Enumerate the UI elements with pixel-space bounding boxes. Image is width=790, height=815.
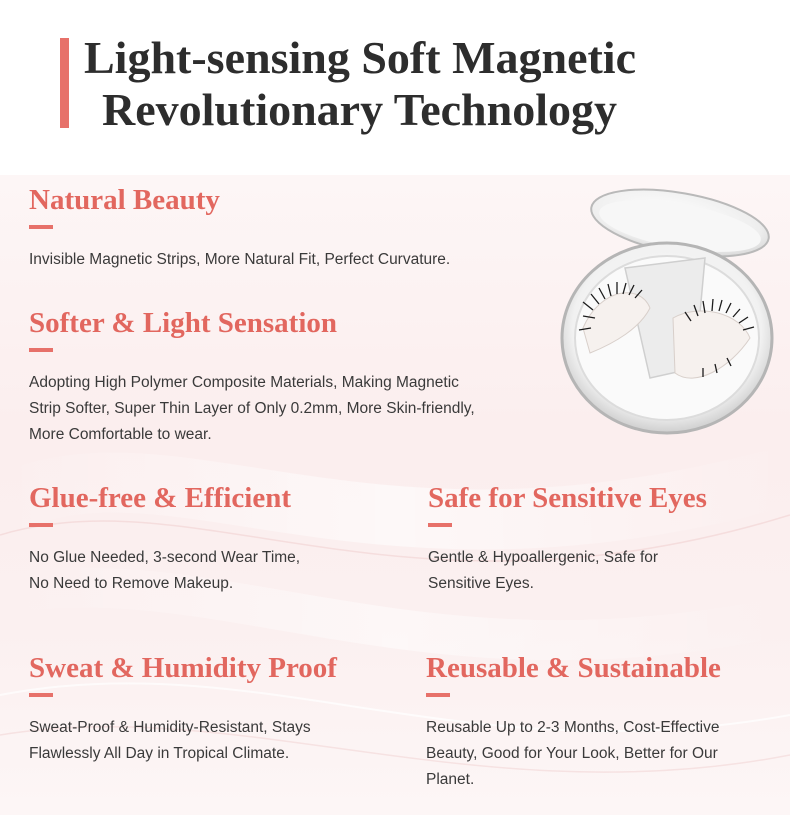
feature-natural-beauty [29, 184, 450, 273]
feature-desc-line: Gentle & Hypoallergenic, Safe for [428, 549, 659, 566]
feature-title: Safe for Sensitive Eyes [428, 482, 707, 514]
feature-desc-line: Planet. [426, 771, 475, 788]
feature-softer-light [29, 307, 475, 448]
feature-desc-line: Strip Softer, Super Thin Layer of Only 0.2mm, More Skin-friendly, [29, 400, 475, 417]
feature-desc [29, 715, 337, 767]
feature-rule [426, 693, 450, 697]
feature-title: Sweat & Humidity Proof [29, 652, 337, 684]
feature-rule [29, 693, 53, 697]
title-line-2: Revolutionary Technology [102, 84, 618, 135]
feature-glue-free [29, 482, 300, 597]
feature-rule [428, 523, 452, 527]
feature-desc-line: No Need to Remove Makeup. [29, 575, 234, 592]
feature-desc [29, 545, 300, 597]
feature-title: Glue-free & Efficient [29, 482, 291, 514]
feature-desc-line: Flawlessly All Day in Tropical Climate. [29, 745, 290, 762]
feature-reusable [426, 652, 721, 793]
feature-rule [29, 348, 53, 352]
title-accent-bar [60, 38, 69, 128]
feature-rule [29, 523, 53, 527]
feature-desc: Invisible Magnetic Strips, More Natural Fit, Perfect Curvature. [29, 251, 451, 268]
feature-desc [426, 715, 721, 793]
header [0, 0, 790, 175]
feature-desc-line: Beauty, Good for Your Look, Better for Our [426, 745, 718, 762]
feature-desc-line: Reusable Up to 2-3 Months, Cost-Effective [426, 719, 720, 736]
feature-sweat-humidity [29, 652, 337, 767]
feature-desc-line: Sensitive Eyes. [428, 575, 534, 592]
magnetic-lash-case-image [555, 178, 790, 440]
title-line-1: Light-sensing Soft Magnetic [84, 32, 636, 83]
feature-title: Softer & Light Sensation [29, 307, 338, 339]
feature-desc-line: Adopting High Polymer Composite Materials, Making Magnetic [29, 374, 459, 391]
feature-safe-sensitive [428, 482, 707, 597]
feature-desc [428, 545, 707, 597]
feature-desc [29, 370, 475, 448]
feature-desc-line: Sweat-Proof & Humidity-Resistant, Stays [29, 719, 311, 736]
feature-title: Natural Beauty [29, 184, 220, 216]
feature-title: Reusable & Sustainable [426, 652, 721, 684]
page-title [84, 32, 764, 136]
feature-desc-line: No Glue Needed, 3-second Wear Time, [29, 549, 301, 566]
feature-rule [29, 225, 53, 229]
feature-desc-line: More Comfortable to wear. [29, 426, 212, 443]
